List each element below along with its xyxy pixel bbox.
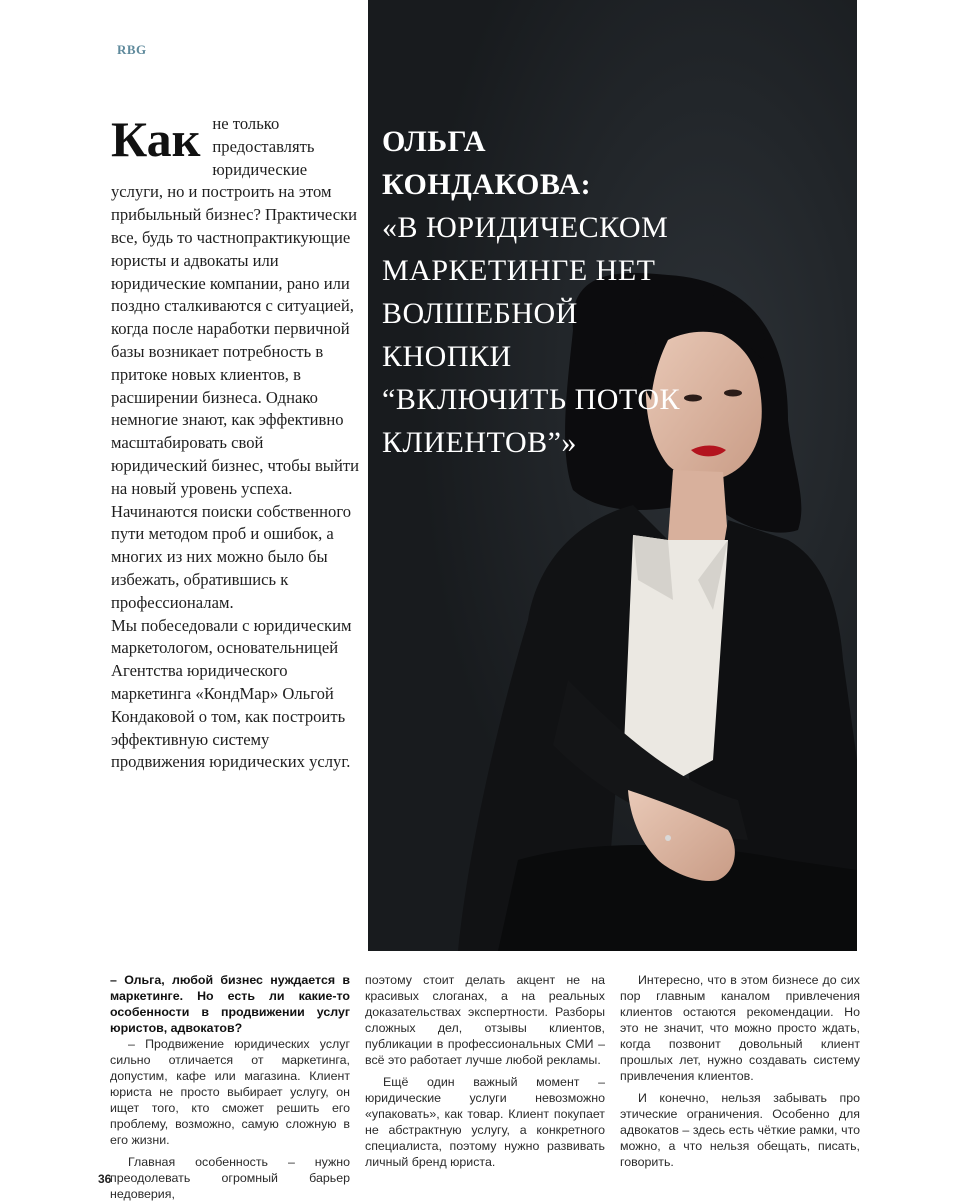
article-column-1 xyxy=(110,972,350,1202)
article-paragraph: поэтому стоит делать акцент не на красивых слоганах, а на реальных доказательствах экспертности. Разборы сложных дел, отзывы клиентов, публикации в профессиональных СМИ – всё это работает лучше любой рекламы. xyxy=(365,973,605,1067)
article-column-2 xyxy=(365,972,605,1170)
drop-cap: Как xyxy=(111,111,201,167)
headline xyxy=(382,120,702,464)
intro-text xyxy=(111,113,361,774)
article-column-3 xyxy=(620,972,860,1170)
headline-quote: «В ЮРИДИЧЕСКОМ МАРКЕТИНГЕ НЕТ ВОЛШЕБНОЙ КНОПКИ “ВКЛЮЧИТЬ ПОТОК КЛИЕНТОВ”» xyxy=(382,211,681,459)
intro-paragraph: не только предоставлять юридические услуги, но и построить на этом прибыльный бизнес? Практически все, будь то частнопрактикующие юристы и адвокаты или юридические компании, рано или поздно сталкиваются с ситуацией, когда после наработки первичной базы возникает потребность в притоке новых клиентов, в расширении бизнеса. Однако немногие знают, как эффективно масштабировать свой юридический бизнес, чтобы выйти на новый уровень успеха. Начинаются поиски собственного пути методом проб и ошибок, а многих из них можно было бы избежать, обратившись к профессионалам. xyxy=(111,114,359,612)
article-paragraph: Ещё один важный момент – юридические услуги невозможно «упаковать», как товар. Клиент покупает не абстрактную услугу, а конкретного специалиста, поэтому нужно развивать личный бренд юриста. xyxy=(365,1075,605,1169)
interview-question: – Ольга, любой бизнес нуждается в маркетинге. Но есть ли какие-то особенности в продвижении услуг юристов, адвокатов? xyxy=(110,973,350,1035)
page-number: 36 xyxy=(98,1172,112,1186)
intro-paragraph-2: Мы побеседовали с юридическим маркетологом, основательницей Агентства юридического маркетинга «КондМар» Ольгой Кондаковой о том, как построить эффективную систему продвижения юридических услуг. xyxy=(111,615,352,772)
magazine-logo: RBG xyxy=(117,42,147,57)
portrait-photo xyxy=(368,0,857,951)
headline-name: ОЛЬГА КОНДАКОВА: xyxy=(382,125,592,201)
article-paragraph: И конечно, нельзя забывать про этические ограничения. Особенно для адвокатов – здесь есть чёткие рамки, что можно, а что нельзя обещать, писать, говорить. xyxy=(620,1091,860,1169)
article-paragraph: Главная особенность – нужно преодолевать огромный барьер недоверия, xyxy=(110,1155,350,1201)
article-paragraph: Интересно, что в этом бизнесе до сих пор главным каналом привлечения клиентов остаются рекомендации. Но это не значит, что можно просто ждать, когда позвонит довольный клиент прошлых лет, нужно создавать систему привлечения клиентов. xyxy=(620,973,860,1083)
article-paragraph: – Продвижение юридических услуг сильно отличается от маркетинга, допустим, кафе или магазина. Клиент юриста не просто выбирает услугу, он ищет того, кто сможет решить его проблему, возможно, самую сложную в его жизни. xyxy=(110,1037,350,1147)
